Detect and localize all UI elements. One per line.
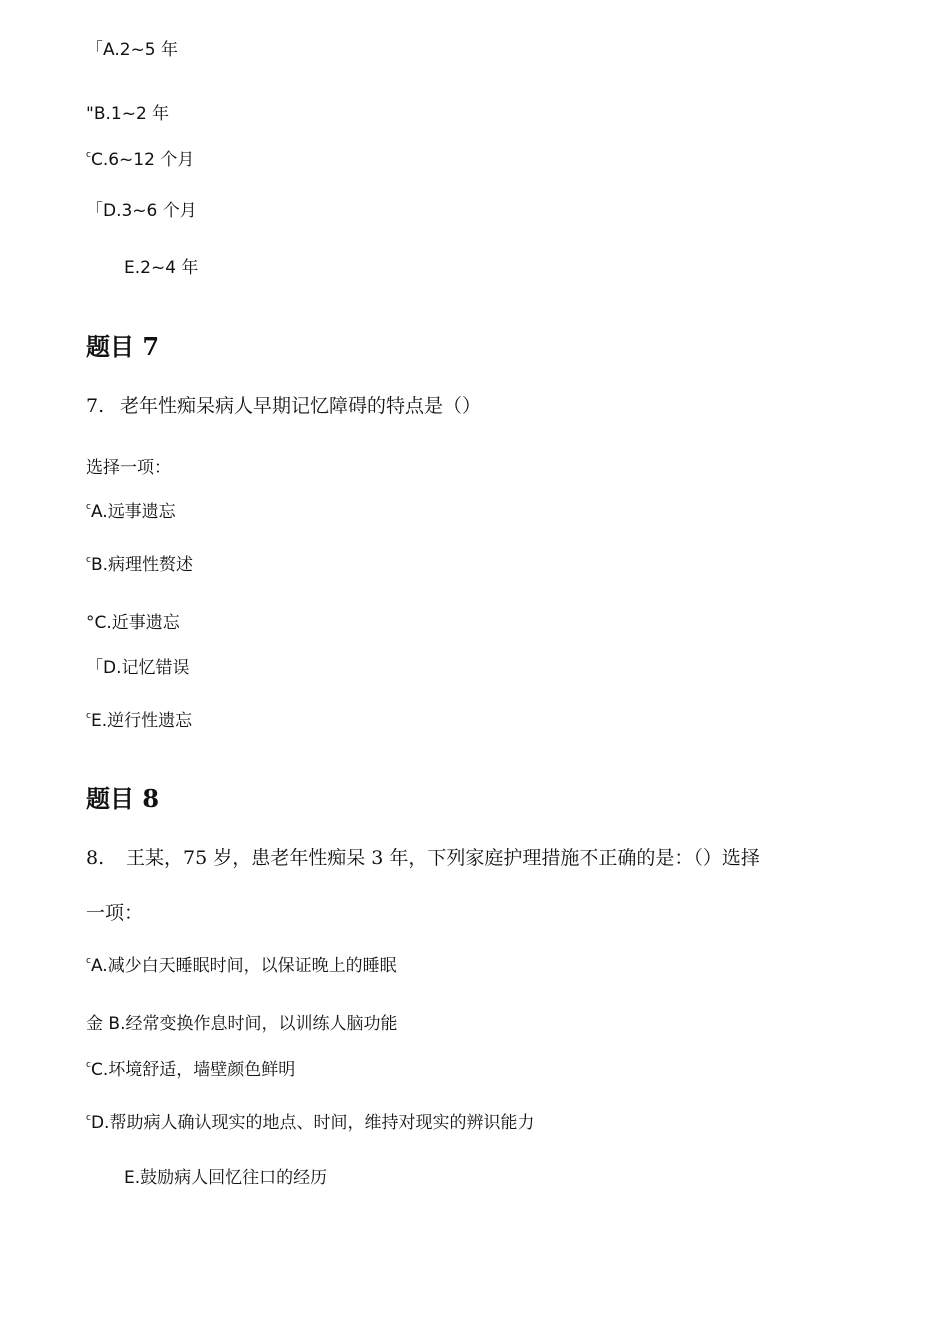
- q7-option-e[interactable]: [86, 712, 192, 730]
- option-label: A.远事遗忘: [90, 502, 176, 522]
- option-label: C.坏境舒适，墙壁颜色鲜明: [90, 1060, 296, 1080]
- question-8-text-continued: 一项：: [86, 902, 144, 924]
- question-7-text: [86, 397, 481, 416]
- option-label: D.帮助病人确认现实的地点、时间，维持对现实的辨识能力: [90, 1113, 535, 1133]
- q7-option-c[interactable]: [86, 615, 180, 632]
- question-number: 7.: [86, 395, 105, 417]
- option-label: B.1~2 年: [93, 104, 170, 124]
- q6-option-c[interactable]: [86, 151, 194, 169]
- option-marker: c: [86, 502, 91, 512]
- option-label: C.6~12 个月: [90, 150, 195, 170]
- q8-option-e[interactable]: [124, 1170, 327, 1187]
- option-marker: 「: [86, 658, 103, 678]
- q6-option-b[interactable]: [86, 106, 169, 123]
- option-label: E.鼓励病人回忆往口的经历: [124, 1168, 328, 1188]
- option-marker: c: [86, 956, 91, 966]
- question-8-text: [86, 849, 760, 868]
- option-label: B.病理性赘述: [90, 555, 194, 575]
- option-marker: 「: [86, 40, 103, 60]
- option-label: D.3~6 个月: [103, 201, 197, 221]
- q8-option-b[interactable]: [86, 1016, 397, 1033]
- question-7-heading: 题目 7: [86, 332, 160, 361]
- option-label: C.近事遗忘: [94, 613, 180, 633]
- question-body: 王某，75 岁，患老年性痴呆 3 年，下列家庭护理措施不正确的是：（）选择: [126, 847, 760, 869]
- question-number: 8.: [86, 847, 105, 869]
- q6-option-d[interactable]: [86, 203, 197, 220]
- option-marker: c: [86, 1060, 91, 1070]
- q7-option-d[interactable]: [86, 660, 190, 677]
- q8-option-c[interactable]: [86, 1061, 295, 1079]
- option-marker: ": [86, 104, 94, 124]
- q8-option-d[interactable]: [86, 1114, 534, 1132]
- option-label: E.2~4 年: [124, 258, 199, 278]
- select-one-prompt: 选择一项：: [86, 458, 171, 478]
- option-marker: c: [86, 1113, 91, 1123]
- q7-option-a[interactable]: [86, 503, 176, 521]
- q6-option-a[interactable]: [86, 42, 178, 59]
- option-label: E.逆行性遗忘: [90, 711, 193, 731]
- option-marker: 金: [86, 1014, 109, 1034]
- q7-option-b[interactable]: [86, 556, 193, 574]
- q6-option-e[interactable]: [124, 260, 198, 277]
- option-label: A.2~5 年: [103, 40, 179, 60]
- question-body: 老年性痴呆病人早期记忆障碍的特点是（）: [120, 395, 482, 417]
- option-marker: °: [86, 613, 95, 633]
- q8-option-a[interactable]: [86, 957, 397, 975]
- option-marker: c: [86, 555, 91, 565]
- option-label: D.记忆错误: [103, 658, 190, 678]
- option-label: A.减少白天睡眠时间，以保证晚上的睡眠: [90, 956, 397, 976]
- question-8-heading: 题目 8: [86, 784, 160, 813]
- option-label: B.经常变换作息时间，以训练人脑功能: [108, 1014, 398, 1034]
- option-marker: c: [86, 150, 91, 160]
- option-marker: 「: [86, 201, 103, 221]
- option-marker: c: [86, 711, 91, 721]
